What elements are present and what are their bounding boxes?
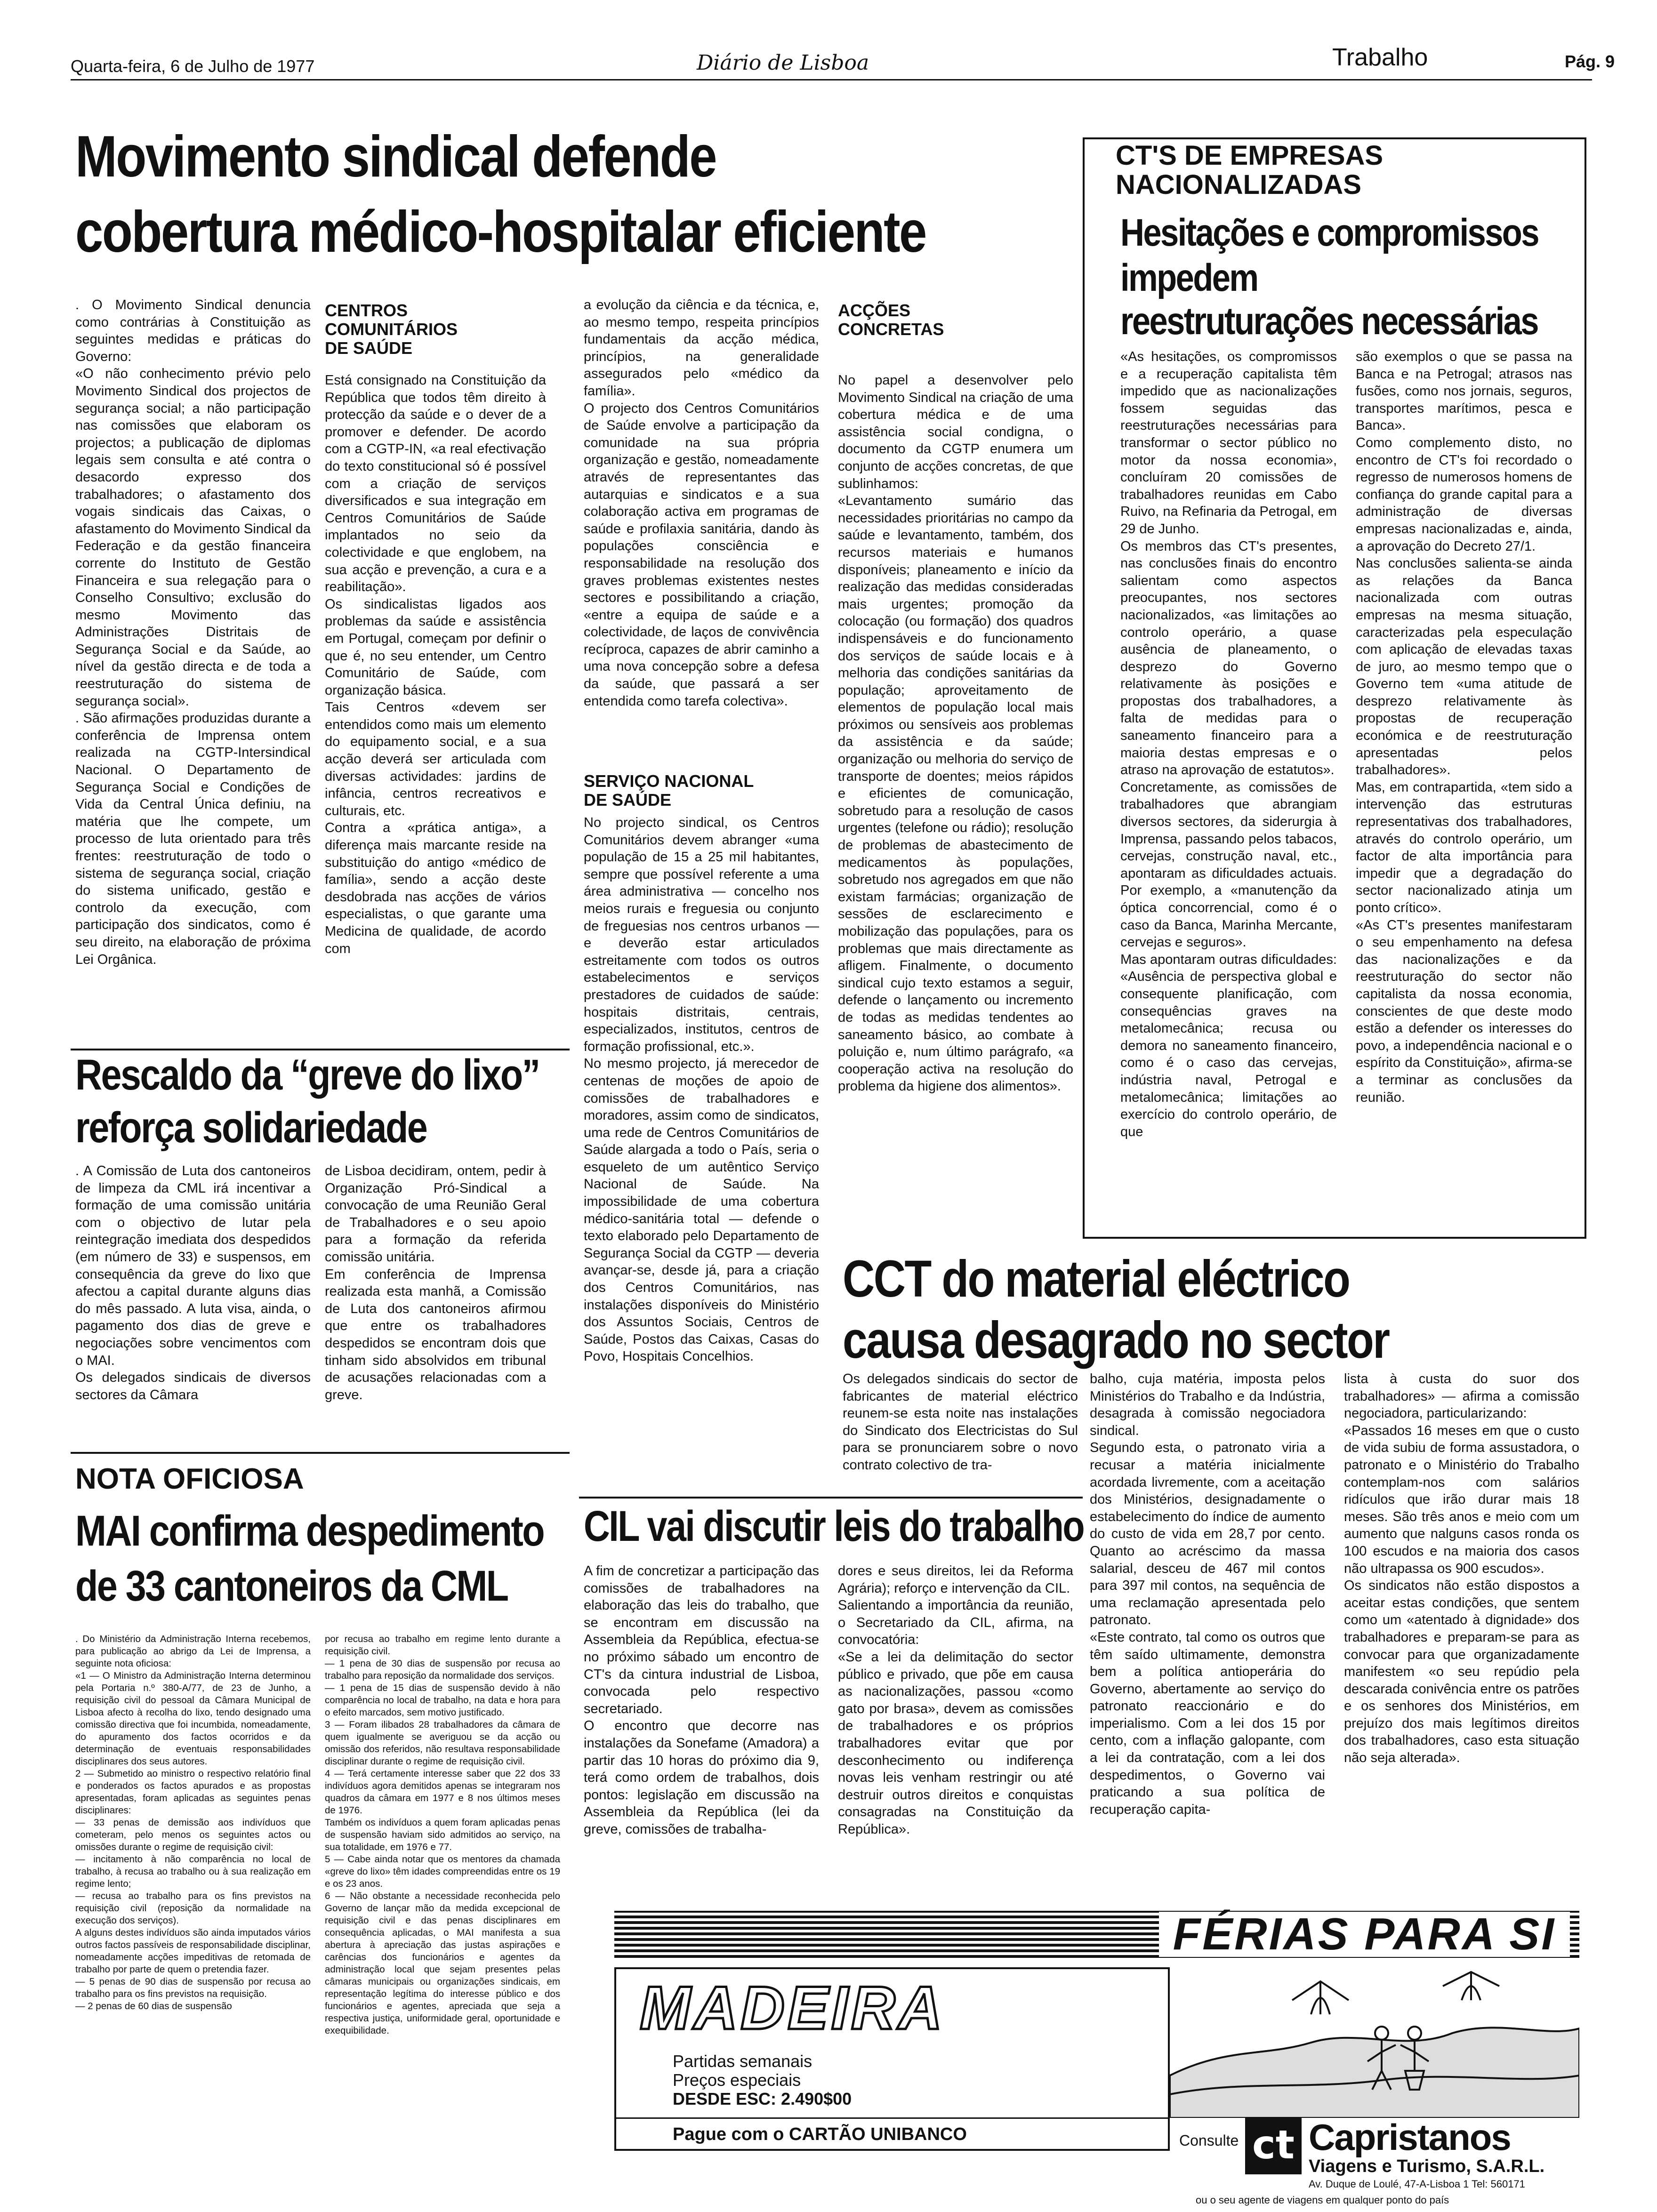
ad-line-2: Preços especiais — [673, 2070, 801, 2090]
lixo-headline-line-1: Rescaldo da “greve do lixo” — [75, 1051, 539, 1099]
cts-kicker: CT'S DE EMPRESAS NACIONALIZADAS — [1116, 140, 1384, 200]
cil-col-2: dores e seus direitos, lei da Reforma Agrária); reforço e intervenção da CIL. Salientando a importância da reunião, o Secretariado da CIL, afirma, na convocatória: «Se a lei da delimitação do sector público e privado, que põe em causa as nacionalizações, passou «como gato por brasa», devem as comissões de trabalhadores e os próprios trabalhadores evitar que por desconhecimento ou indiferença novas leis venham restringir ou até destruir outros direitos e conquistas consagradas na Constituição da República». — [838, 1563, 1073, 1837]
cil-rule — [579, 1497, 1083, 1499]
header-rule — [71, 79, 1592, 80]
subhead-servico-nacional: SERVIÇO NACIONAL DE SAÚDE — [584, 771, 754, 809]
ad-destination: MADEIRA — [640, 1973, 945, 2042]
main-article-col-4: No papel a desenvolver pelo Movimento Sindical na criação de uma cobertura médica e de uma assistência social condigna, o documento da CGTP enumera um conjunto de acções concretas, de que sublinhamos: «Levantamento sumário das necessidades prioritárias no campo da saúde e levantamento, também, dos recursos materiais e humanos disponíveis; planeamento e início da realização das medidas consideradas mais urgentes; promoção da colocação (ou formação) dos quadros indispensáveis e do funcionamento dos serviços de saúde locais e à melhoria das condições sanitárias da população; aproveitamento de elementos de população local mais próximos ou sensíveis aos problemas da assistência e da saúde; organização ou melhoria do serviço de transporte de doentes; meios rápidos e eficientes de comunicação, sobretudo para a resolução de casos urgentes (telefone ou rádio); resolução de problemas de abastecimento de medicamentos às populações, sobretudo nos agregados em que não existam farmácias; organização de sessões de esclarecimento e mobilização das populações, para os problemas que mais directamente as afligem. Finalmente, o documento sindical cujo texto estamos a seguir, defende o lançamento ou incremento de todas as medidas tendentes ao saneamento básico, ao combate à poluição e, num último parágrafo, «a cooperação activa na resolução do problema da higiene dos alimentos». — [838, 373, 1073, 1094]
cct-col-2: balho, cuja matéria, imposta pelos Ministérios do Trabalho e da Indústria, desagrada à comissão negociadora sindical. Segundo esta, o patronato viria a recusar a matéria inicialmente acordada livremente, com a aceitação dos Ministérios, designadamente o estabelecimento do índice de aumento do custo de vida em 28,7 por cento. Quanto ao acréscimo da massa salarial, desceu de 467 mil contos para 397 mil contos, na sequência de uma reclamação apresentada pelo patronato. «Este contrato, tal como os outros que têm saído ultimamente, demonstra bem a política antioperária do Governo, abertamente ao serviço do patronato reaccionário e do imperialismo. Com a lei dos 15 por cento, com a inflação galopante, com a lei da contratação, com a lei dos despedimentos, o Governo vai praticando a sua política de recuperação capita- — [1090, 1371, 1325, 1817]
nota-col-2: por recusa ao trabalho em regime lento durante a requisição civil. — 1 pena de 30 dias de suspensão por recusa ao trabalho para reposição da normalidade dos serviços. — 1 pena de 15 dias de suspensão devido à não comparência no local de trabalho, na data e hora para o efeito marcados, sem motivo justificado. 3 — Foram ilibados 28 trabalhadores da câmara de quem igualmente se averiguou se da acção ou omissão dos referidos, não resultava responsabilidade disciplinar durante o regime de requisição civil. 4 — Terá certamente interesse saber que 22 dos 33 indivíduos agora demitidos apenas se integraram nos quadros da câmara em 1977 e 8 nos últimos meses de 1976. Também os indivíduos a quem foram aplicadas penas de suspensão haviam sido admitidos ao serviço, na sua totalidade, em 1976 e 77. 5 — Cabe ainda notar que os mentores da chamada «greve do lixo» têm idades compreendidas entre os 19 e os 23 anos. 6 — Não obstante a necessidade reconhecida pelo Governo de lançar mão da medida excepcional de requisição civil e das penas disciplinares em consequência aplicadas, o MAI manifesta a sua abertura à apreciação das justas aspirações e carências dos funcionários e agentes da administração local que sejam presentes pelas câmaras municipais ou organizações sindicais, em representação legítima do interesse público e dos funcionários e agentes, apreciada que seja a respectiva justiça, uniformidade geral, oportunidade e exequibilidade. — [325, 1634, 560, 2036]
main-article-col-3b: No projecto sindical, os Centros Comunitários devem abranger «uma população de 15 a 25 mil habitantes, sempre que possível referente a uma área administrativa — concelho nos meios rurais e freguesia ou conjunto de freguesias nos centros urbanos — e deverão estar articulados estreitamente com todos os outros estabelecimentos e serviços prestadores de cuidados de saúde: hospitais distritais, centrais, especializados, institutos, centros de formação profissional, etc.». No mesmo projecto, já merecedor de centenas de moções de apoio de comissões de trabalhadores e moradores, assim como de sindicatos, uma rede de Centros Comunitários de Saúde alargada a todo o País, seria o esqueleto de um autêntico Serviço Nacional de Saúde. Na impossibilidade de uma cobertura médico-sanitária total — defende o texto elaborado pelo Departamento de Segurança Social da CGTP — deveria avançar-se, desde já, para a criação dos Centros Comunitários, nas instalações disponíveis do Ministério dos Assuntos Sociais, Centros de Saúde, Postos das Caixas, Casas do Povo, Hospitais Concelhios. — [584, 815, 819, 1364]
cts-col-1: «As hesitações, os compromissos e a recuperação capitalista têm impedido que as nacionalizações fossem seguidas das reestruturações necessárias para transformar o sector público no motor da nossa economia», concluíram 20 comissões de trabalhadores reunidas em Cabo Ruivo, na Refinaria da Petrogal, em 29 de Junho. Os membros das CT's presentes, nas conclusões finais do encontro salientam como aspectos preocupantes, nos sectores nacionalizados, «as limitações ao controlo operário, a quase ausência de planeamento, o desprezo do Governo relativamente às posições e propostas dos trabalhadores, a falta de medidas para o saneamento financeiro para a maioria destas empresas e o atraso na aprovação de estatutos». Concretamente, as comissões de trabalhadores que abrangiam diversos sectores, da siderurgia à Imprensa, passando pelos tabacos, cervejas, construção naval, etc., apontaram as dificuldades actuais. Por exemplo, a «manutenção da óptica concorrencial, como é o caso da Banca, Marinha Mercante, cervejas e seguros». Mas apontaram outras dificuldades: «Ausência de perspectiva global e consequente planificação, com consequências graves na metalomecânica; recusa ou demora no saneamento financeiro, como é o caso das cervejas, indústria naval, Petrogal e metalomecânica; limitações ao exercício do controlo operário, de que — [1120, 349, 1337, 1139]
cct-col-3: lista à custa do suor dos trabalhadores» — afirma a comissão negociadora, particularizando: «Passados 16 meses em que o custo de vida subiu de forma assustadora, o patronato e o Ministério do Trabalho contemplam-nos com salários ridículos que irão durar mais 18 meses. São três anos e meio com um aumento que nalguns casos ronda os 100 escudos e na maioria dos casos não ultrapassa os 900 escudos». Os sindicatos não estão dispostos a aceitar estas condições, que sentem como um «atentado à dignidade» dos trabalhadores e preparam-se para as convocar para que organizadamente manifestem «o seu repúdio pela descarada conivência entre os patrões e os senhores dos Ministérios, em prejuízo dos mais legítimos direitos dos trabalhadores, caso esta situação não seja alterada». — [1344, 1371, 1579, 1766]
cts-headline-line-1: Hesitações e compromissos — [1120, 211, 1538, 254]
nota-col-1: . Do Ministério da Administração Interna recebemos, para publicação ao abrigo da Lei de Imprensa, a seguinte nota oficiosa: «1 — O Ministro da Administração Interna determinou pela Portaria n.º 380-A/77, de 23 de Junho, a requisição civil do pessoal da Câmara Municipal de Lisboa afecto à recolha do lixo, tendo designado uma comissão directiva que foi incumbida, nomeadamente, do apuramento dos factos ocorridos e da determinação de eventuais responsabilidades disciplinares dos seus autores. 2 — Submetido ao ministro o respectivo relatório final e ponderados os factos apurados e as propostas apresentadas, foram aplicadas as seguintes penas disciplinares: — 33 penas de demissão aos indivíduos que cometeram, pelo menos os seguintes actos ou omissões durante o regime de requisição civil: — incitamento à não comparência no local de trabalho, à recusa ao trabalho ou à sua realização em regime lento; — recusa ao trabalho para os fins previstos na requisição civil (reposição da normalidade na execução dos serviços). A alguns destes indivíduos são ainda imputados vários outros factos passíveis de responsabilidade disciplinar, nomeadamente acções impeditivas de retomada de trabalho por parte de quem o pretendia fazer. — 5 penas de 90 dias de suspensão por recusa ao trabalho para os fins previstos na requisição. — 2 penas de 60 dias de suspensão — [75, 1634, 311, 2012]
lixo-headline-line-2: reforça solidariedade — [75, 1104, 427, 1152]
ad-address: Av. Duque de Loulé, 47-A-Lisboa 1 Tel: 560171 — [1309, 2178, 1525, 2190]
page-date: Quarta-feira, 6 de Julho de 1977 — [71, 56, 315, 76]
cts-headline-line-3: reestruturações necessárias — [1120, 300, 1538, 343]
lixo-col-2: de Lisboa decidiram, ontem, pedir à Organização Pró-Sindical a convocação de uma Reunião Geral de Trabalhadores e o seu apoio para a formação da referida comissão unitária. Em conferência de Imprensa realizada esta manhã, a Comissão de Luta dos cantoneiros afirmou que entre os trabalhadores despedidos se encontram dois que tinham sido absolvidos em tribunal de acusações relacionadas com a greve. — [325, 1163, 546, 1403]
nota-headline-line-1: MAI confirma despedimento — [75, 1507, 544, 1555]
subhead-accoes: ACÇÕES CONCRETAS — [838, 301, 944, 339]
cil-col-1: A fim de concretizar a participação das comissões de trabalhadores na elaboração das leis do trabalho, que se encontram em discussão na Assembleia da República, efectua-se no próximo sábado um encontro de CT's da cintura industrial de Lisboa, convocada pelo respectivo secretariado. O encontro que decorre nas instalações da Sonefame (Amadora) a partir das 10 horas do próximo dia 9, terá como ordem de trabalhos, dois pontos: legislação em discussão na Assembleia da República (lei da greve, comissões de trabalha- — [584, 1563, 819, 1837]
subhead-centros: CENTROS COMUNITÁRIOS DE SAÚDE — [325, 301, 458, 358]
nota-rule — [71, 1452, 570, 1454]
cts-headline-line-2: impedem — [1120, 256, 1258, 299]
ad-panel-rule — [616, 2117, 1168, 2119]
nota-headline-line-2: de 33 cantoneiros da CML — [75, 1562, 508, 1610]
ad-tagline: ou o seu agente de viagens em qualquer ponto do país — [1196, 2194, 1449, 2206]
ad-banner — [614, 1911, 1579, 1958]
ad-line-1: Partidas semanais — [673, 2052, 812, 2071]
ad-consulte: Consulte — [1179, 2132, 1239, 2149]
page-number: Pág. 9 — [1565, 52, 1615, 71]
main-headline-line-1: Movimento sindical defende — [75, 124, 716, 189]
ad-line-3: DESDE ESC: 2.490$00 — [673, 2089, 852, 2108]
cct-col-1: Os delegados sindicais do sector de fabricantes de material eléctrico reunem-se esta noite nas instalações do Sindicato dos Electricistas do Sul para se pronunciarem sobre o novo contrato colectivo de tra- — [843, 1371, 1078, 1473]
cct-headline-line-2: causa desagrado no sector — [843, 1311, 1389, 1369]
lixo-rule — [71, 1049, 570, 1050]
main-article-col-2: Está consignado na Constituição da República que todos têm direito à protecção da saúde e o dever de a promover e defender. De acordo com a CGTP-IN, «a real efectivação do texto constitucional só é possível com a criação de serviços diversificados e sua integração em Centros Comunitários de Saúde implantados no seio da colectividade e que englobem, na sua acção e prevenção, a cura e a reabilitação». Os sindicalistas ligados aos problemas da saúde e assistência em Portugal, começam por definir o que é, no seu entender, um Centro Comunitário de Saúde, com organização básica. Tais Centros «devem ser entendidos como mais um elemento do equipamento social, e a sua acção deverá ser articulada com diversas actividades: jardins de infância, centros recreativos e culturais, etc. Contra a «prática antiga», a diferença mais marcante reside na substituição do antigo «médico de família», sendo a acção deste desdobrada nas acções de vários especialistas, o que garante uma Medicina de qualidade, de acordo com — [325, 373, 546, 956]
ad-madeira-panel — [614, 1967, 1170, 2151]
lixo-col-1: . A Comissão de Luta dos cantoneiros de limpeza da CML irá incentivar a formação de uma comissão unitária com o objectivo de lutar pela reintegração imediata dos despedidos (em número de 33) e suspensos, em consequência da greve do lixo que afectou a capital durante alguns dias do mês passado. A luta visa, ainda, o pagamento dos dias de greve e negociações sobre vencimentos com o MAI. Os delegados sindicais de diversos sectores da Câmara — [75, 1163, 311, 1403]
main-article-col-1: . O Movimento Sindical denuncia como contrárias à Constituição as seguintes medidas e práticas do Governo: «O não conhecimento prévio pelo Movimento Sindical dos projectos de segurança social; a não participação nas comissões que elaboram os projectos; a publicação de diplomas legais sem consulta e até contra o desacordo expresso dos trabalhadores; o afastamento dos vogais sindicais das Caixas, o afastamento do Movimento Sindical da Federação e da gestão financeira corrente do Instituto de Gestão Financeira e sua relegação para o Conselho Consultivo; exclusão do mesmo Movimento das Administrações Distritais de Segurança Social e da Saúde, ao nível da gestão directa e de toda a reestruturação do sistema de segurança social». . São afirmações produzidas durante a conferência de Imprensa ontem realizada na CGTP-Intersindical Nacional. O Departamento de Segurança Social e Condições de Vida da Central Única definiu, na matéria que lhe compete, um processo de luta orientado para três frentes: reestruturação de todo o sistema de segurança social, criação do sistema unificado, gestão e controlo da execução, com participação dos sindicatos, como é seu direito, na elaboração de próxima Lei Orgânica. — [75, 297, 311, 967]
cct-headline-line-1: CCT do material eléctrico — [843, 1250, 1350, 1308]
ad-banner-text: FÉRIAS PARA SI — [1159, 1912, 1570, 1957]
section-name: Trabalho — [1332, 44, 1428, 71]
ad-brand-sub: Viagens e Turismo, S.A.R.L. — [1309, 2156, 1545, 2176]
cil-headline: CIL vai discutir leis do trabalho — [584, 1502, 1084, 1550]
main-article-col-3a: a evolução da ciência e da técnica, e, ao mesmo tempo, respeita princípios fundamentais da acção médica, princípios, na generalidade assegurados pelo «médico da família». O projecto dos Centros Comunitários de Saúde envolve a participação da comunidade na sua própria organização e gestão, nomeadamente através de representantes das autarquias e sindicatos e a sua colaboração activa em programas de saúde e profilaxia sanitária, dando às populações consciência e responsabilidade na resolução dos graves problemas existentes nestes sectores e possibilitando a criação, «entre a equipa de saúde e a colectividade, de laços de convivência recíproca, capazes de abrir caminho a uma nova concepção sobre a defesa da saúde, que passará a ser entendida como tarefa colectiva». — [584, 297, 819, 709]
travel-advertisement — [614, 1911, 1579, 2193]
main-headline-line-2: cobertura médico-hospitalar eficiente — [75, 200, 926, 264]
cts-col-2: são exemplos o que se passa na Banca e na Petrogal; atrasos nas fusões, como nos jornais, seguros, transportes marítimos, pesca e Banca». Como complemento disto, no encontro de CT's foi recordado o regresso de numerosos homens de confiança do grande capital para a administração de diversas empresas nacionalizadas e, ainda, a aprovação do Decreto 27/1. Nas conclusões salienta-se ainda as relações da Banca nacionalizada com outras empresas na mesma situação, caracterizadas pela especulação com aplicação de elevadas taxas de juro, ao mesmo tempo que o Governo tem «uma atitude de desprezo relativamente às propostas de recuperação económica e de reestruturação apresentadas pelos trabalhadores». Mas, em contrapartida, «tem sido a intervenção das estruturas representativas dos trabalhadores, através do controlo operário, um factor de alta importância para impedir que a degradação do sector nacionalizado atinja um ponto crítico». «As CT's presentes manifestaram o seu empenhamento na defesa das nacionalizações e da reestruturação do sector não capitalista da nossa economia, conscientes de que deste modo estão a defender os interesses do povo, a independência nacional e o espírito da Constituição», afirma-se a terminar as conclusões da reunião. — [1356, 349, 1572, 1105]
masthead: Diário de Lisboa — [697, 51, 869, 75]
ad-logo-icon: ct — [1245, 2118, 1302, 2174]
ad-brand: Capristanos — [1309, 2116, 1511, 2158]
ad-illustration — [1170, 1963, 1579, 2118]
nota-kicker: NOTA OFICIOSA — [75, 1463, 304, 1495]
ad-card: Pague com o CARTÃO UNIBANCO — [673, 2124, 967, 2144]
